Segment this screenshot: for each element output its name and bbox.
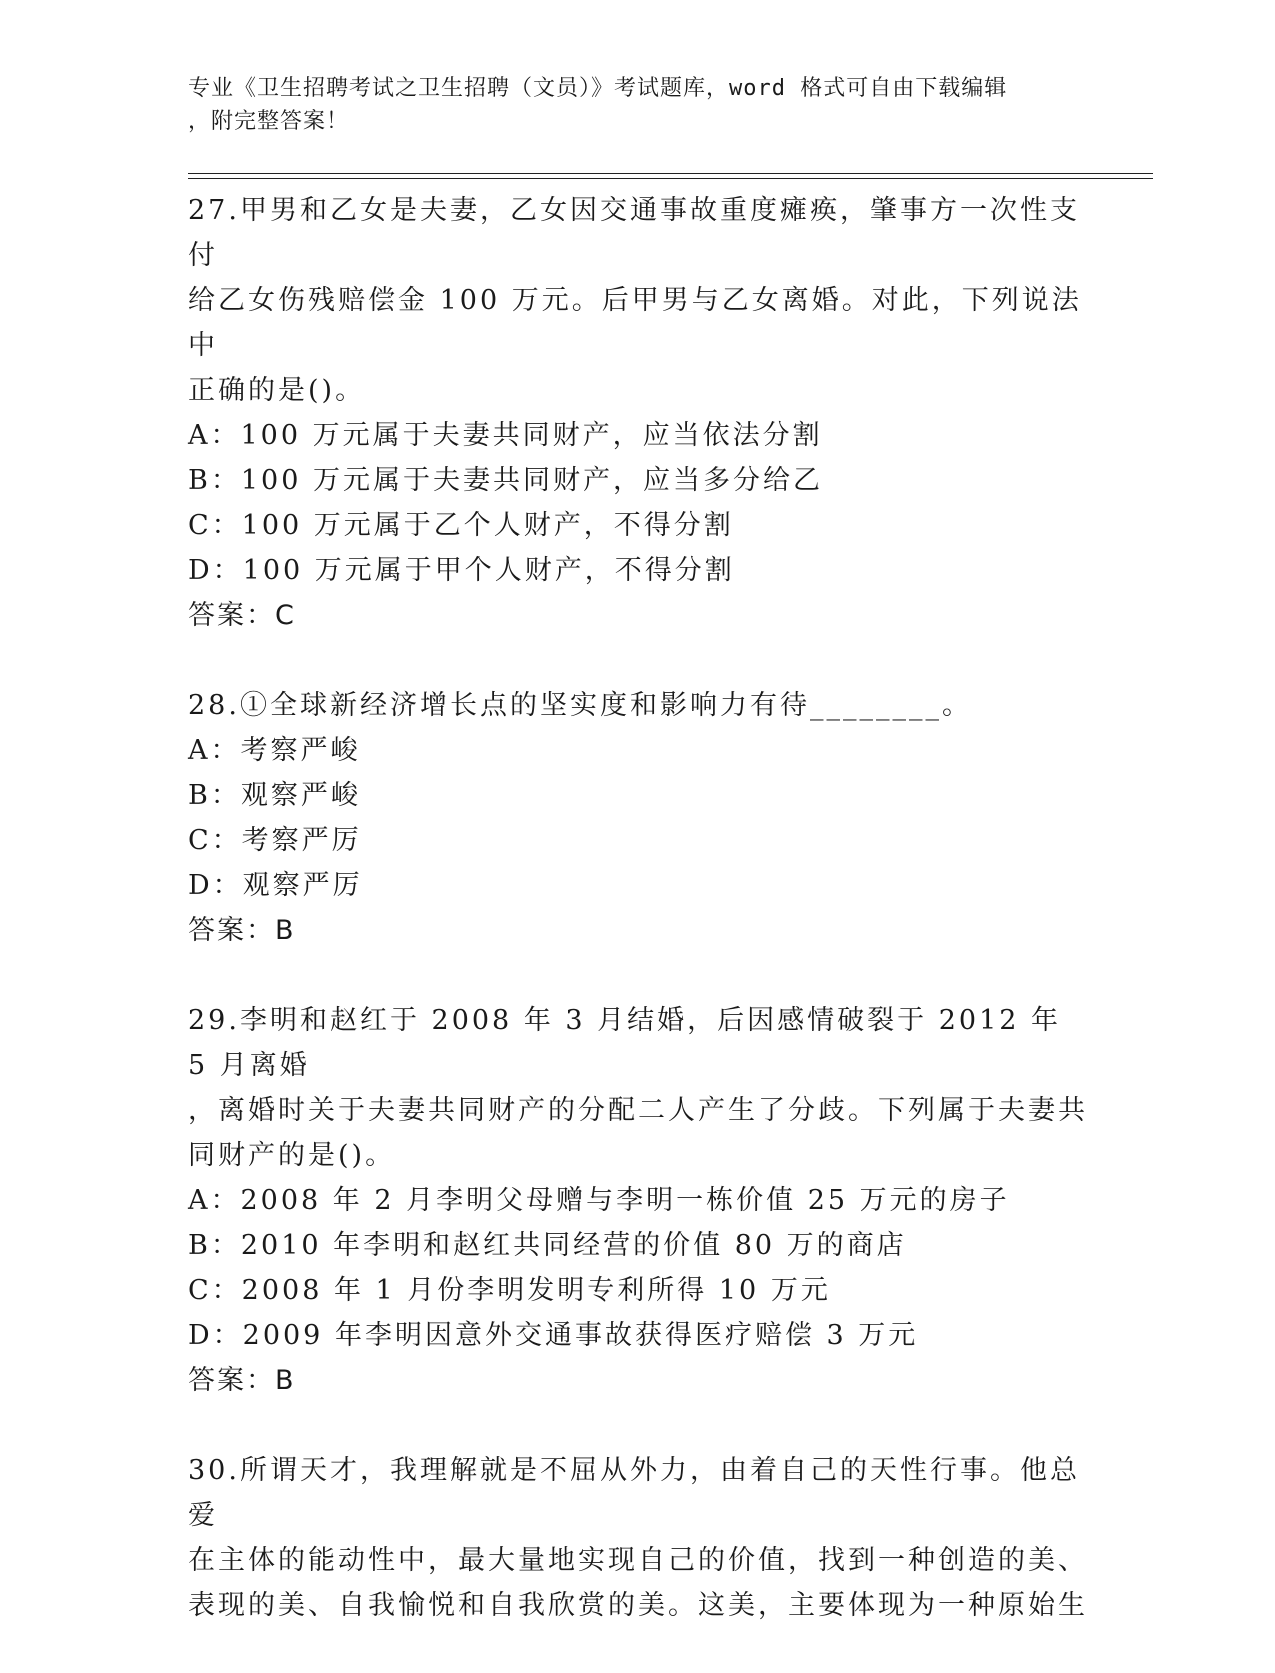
question-list: [188, 188, 1088, 1673]
question-text-line: 给乙女伤残赔偿金 100 万元。后甲男与乙女离婚。对此，下列说法中: [188, 285, 1082, 361]
question-text-line: 同财产的是()。: [188, 1140, 396, 1171]
question-text-line: 正确的是()。: [188, 375, 366, 406]
question-text-line: ，离婚时关于夫妻共同财产的分配二人产生了分歧。下列属于夫妻共: [188, 1095, 1088, 1126]
option-d: D：2009 年李明因意外交通事故获得医疗赔偿 3 万元: [188, 1320, 919, 1351]
header-line-1: 专业《卫生招聘考试之卫生招聘（文员）》考试题库，word 格式可自由下载编辑: [188, 76, 1008, 101]
option-c: C：考察严厉: [188, 825, 362, 856]
header-divider-bottom: [188, 178, 1153, 179]
option-c: C：2008 年 1 月份李明发明专利所得 10 万元: [188, 1275, 831, 1306]
option-a: A：2008 年 2 月李明父母赠与李明一栋价值 25 万元的房子: [188, 1185, 1010, 1216]
option-d: D：观察严厉: [188, 870, 363, 901]
answer-label: 答案：C: [188, 600, 296, 631]
header-line-2: ，附完整答案！: [188, 109, 350, 134]
option-b: B：观察严峻: [188, 780, 361, 811]
option-b: B：2010 年李明和赵红共同经营的价值 80 万的商店: [188, 1230, 907, 1261]
answer-label: 答案：B: [188, 915, 296, 946]
question-27: [188, 188, 1088, 638]
option-c: C：100 万元属于乙个人财产，不得分割: [188, 510, 734, 541]
question-text-line: 30.所谓天才，我理解就是不屈从外力，由着自己的天性行事。他总爱: [188, 1455, 1080, 1531]
option-d: D：100 万元属于甲个人财产，不得分割: [188, 555, 735, 586]
question-text-line: 在主体的能动性中，最大量地实现自己的价值，找到一种创造的美、: [188, 1545, 1088, 1576]
question-text-line: 28.①全球新经济增长点的坚实度和影响力有待________。: [188, 690, 972, 721]
question-text-line: 27.甲男和乙女是夫妻，乙女因交通事故重度瘫痪，肇事方一次性支付: [188, 195, 1080, 271]
option-a: A：考察严峻: [188, 735, 361, 766]
question-29: [188, 998, 1088, 1403]
option-b: B：100 万元属于夫妻共同财产，应当多分给乙: [188, 465, 823, 496]
option-a: A：100 万元属于夫妻共同财产，应当依法分割: [188, 420, 823, 451]
document-header: [188, 72, 1088, 138]
header-divider-top: [188, 173, 1153, 174]
answer-label: 答案：B: [188, 1365, 296, 1396]
question-text-line: 表现的美、自我愉悦和自我欣赏的美。这美，主要体现为一种原始生: [188, 1590, 1088, 1621]
question-text-line: 29.李明和赵红于 2008 年 3 月结婚，后因感情破裂于 2012 年 5 月离婚: [188, 1005, 1062, 1081]
question-30: [188, 1448, 1088, 1628]
question-28: [188, 683, 1088, 953]
